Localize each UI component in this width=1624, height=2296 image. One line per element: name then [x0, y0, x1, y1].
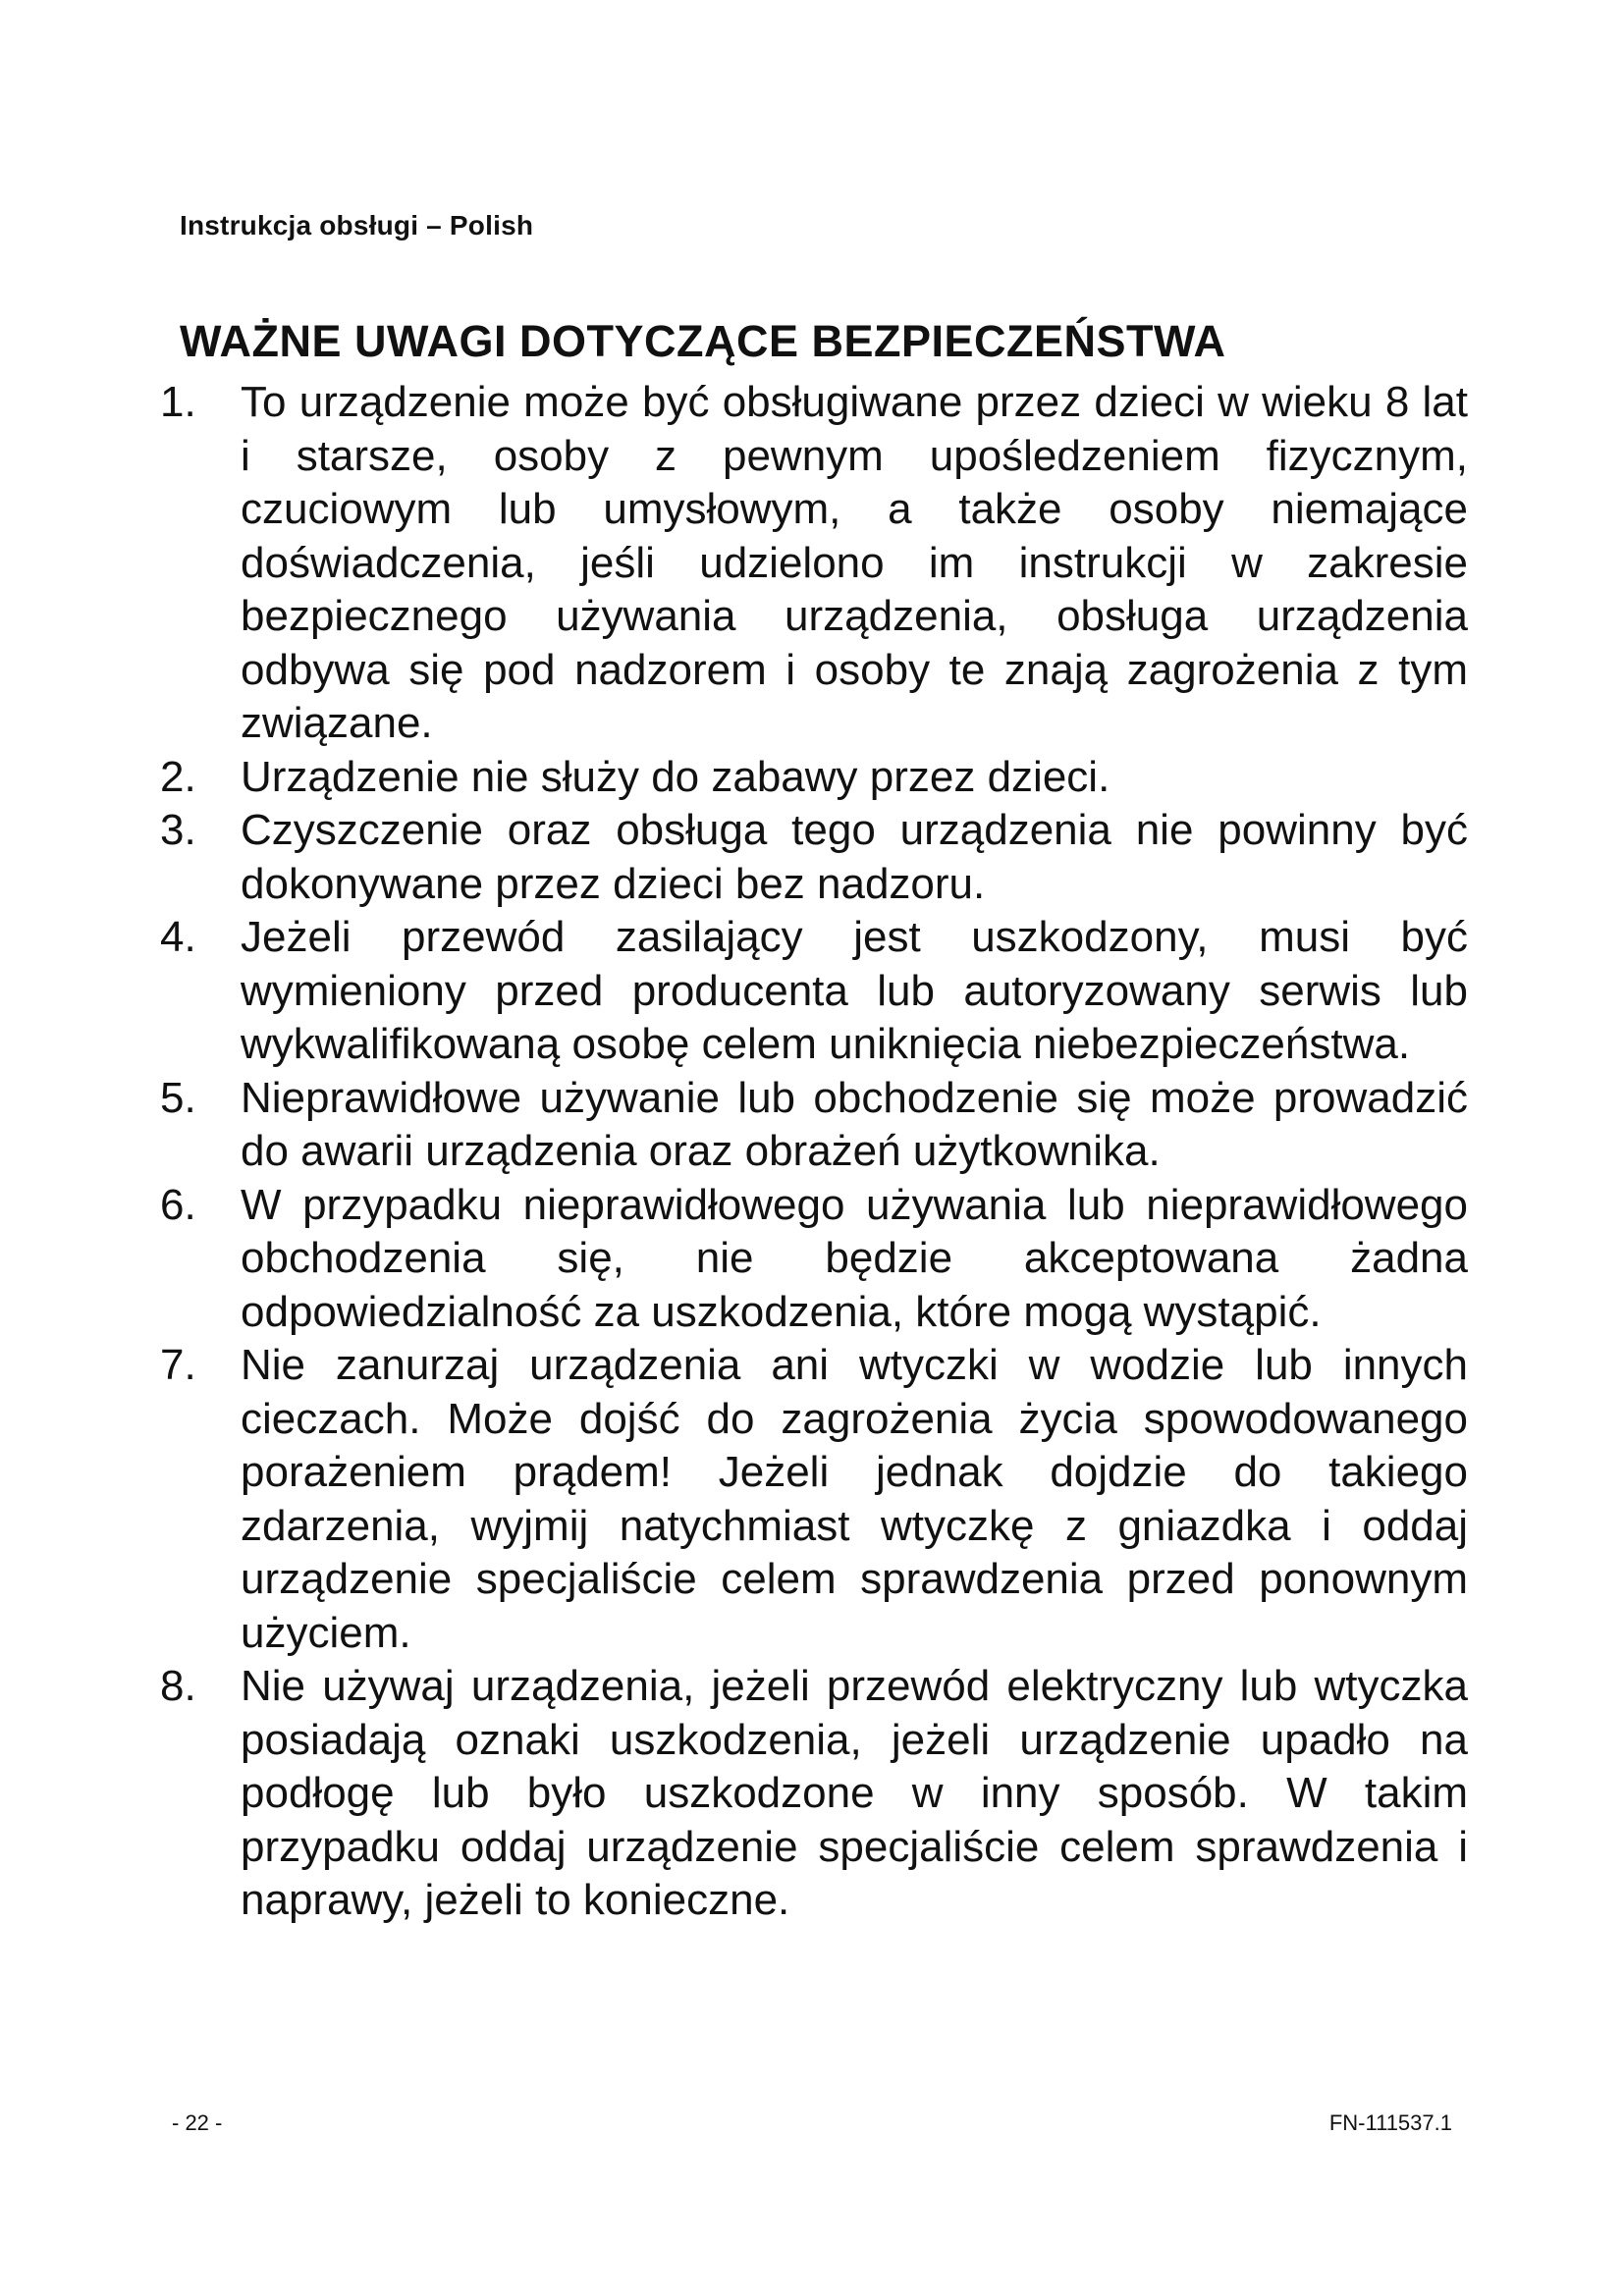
- item-number: 2.: [160, 752, 196, 801]
- list-item: [160, 1660, 1468, 1928]
- list-item: [160, 911, 1468, 1072]
- page-header: Instrukcja obsługi – Polish: [180, 210, 534, 240]
- item-number: 7.: [160, 1341, 196, 1389]
- item-number: 3.: [160, 806, 196, 854]
- page-footer: [172, 2110, 1452, 2136]
- item-text: To urządzenie może być obsługiwane przez dzieci w wieku 8 lat i starsze, osoby z pewnym upośledzeniem fizycznym, czuciowym lub umysłowym, a także osoby niemające doświadczenia, jeśli udzielono im instrukcji w zakresie bezpiecznego używania urządzenia, obsługa urządzenia odbywa się pod nadzorem i osoby te znają zagrożenia z tym związane.: [241, 378, 1468, 747]
- document-code: FN-111537.1: [1328, 2110, 1452, 2135]
- item-text: W przypadku nieprawidłowego używania lub nieprawidłowego obchodzenia się, nie będzie akceptowana żadna odpowiedzialność za uszkodzenia, które mogą wystąpić.: [241, 1180, 1468, 1336]
- list-item: [160, 1072, 1468, 1179]
- item-number: 5.: [160, 1073, 196, 1122]
- item-text: Jeżeli przewód zasilający jest uszkodzony, musi być wymieniony przed producenta lub autoryzowany serwis lub wykwalifikowaną osobę celem uniknięcia niebezpieczeństwa.: [241, 913, 1468, 1068]
- item-text: Urządzenie nie służy do zabawy przez dzieci.: [241, 752, 1110, 801]
- item-number: 6.: [160, 1180, 196, 1229]
- item-text: Nie zanurzaj urządzenia ani wtyczki w wodzie lub innych cieczach. Może dojść do zagrożenia życia spowodowanego porażeniem prądem! Jeżeli jednak dojdzie do takiego zdarzenia, wyjmij natychmiast wtyczkę z gniazdka i oddaj urządzenie specjaliście celem sprawdzenia przed ponownym użyciem.: [241, 1341, 1468, 1657]
- section-title: WAŻNE UWAGI DOTYCZĄCE BEZPIECZEŃSTWA: [180, 316, 1226, 366]
- list-item: [160, 1179, 1468, 1340]
- page-number: - 22 -: [172, 2110, 223, 2135]
- list-item: [160, 751, 1468, 805]
- safety-instructions-list: [160, 376, 1468, 1928]
- item-number: 1.: [160, 378, 196, 426]
- list-item: [160, 1339, 1468, 1660]
- item-text: Nieprawidłowe używanie lub obchodzenie się może prowadzić do awarii urządzenia oraz obrażeń użytkownika.: [241, 1073, 1468, 1175]
- list-item: [160, 804, 1468, 911]
- item-number: 4.: [160, 913, 196, 961]
- list-item: [160, 376, 1468, 751]
- item-number: 8.: [160, 1662, 196, 1710]
- item-text: Czyszczenie oraz obsługa tego urządzenia nie powinny być dokonywane przez dzieci bez nadzoru.: [241, 806, 1468, 908]
- item-text: Nie używaj urządzenia, jeżeli przewód elektryczny lub wtyczka posiadają oznaki uszkodzenia, jeżeli urządzenie upadło na podłogę lub było uszkodzone w inny sposób. W takim przypadku oddaj urządzenie specjaliście celem sprawdzenia i naprawy, jeżeli to konieczne.: [241, 1662, 1468, 1924]
